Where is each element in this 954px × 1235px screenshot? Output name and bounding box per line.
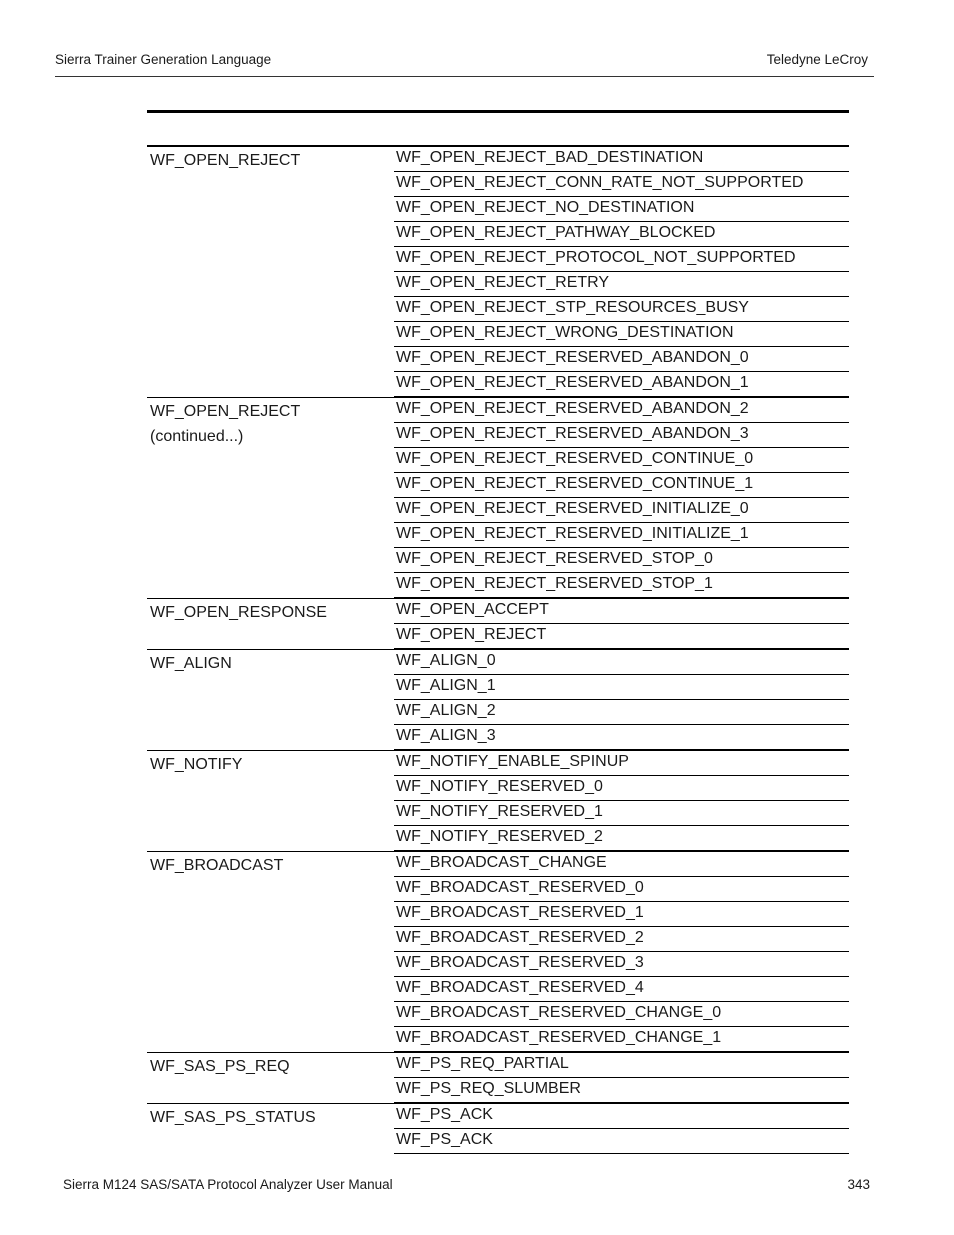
- table-row: WF_BROADCAST_RESERVED_1: [394, 902, 849, 927]
- table-row: WF_ALIGN_2: [394, 700, 849, 725]
- table-row: WF_ALIGN_3: [394, 725, 849, 750]
- group-values: [394, 398, 849, 598]
- table-row: WF_OPEN_REJECT_RESERVED_ABANDON_1: [394, 372, 849, 397]
- group-values: [394, 1053, 849, 1103]
- group-label: WF_BROADCAST: [150, 857, 284, 874]
- table-row: WF_OPEN_REJECT_RETRY: [394, 272, 849, 297]
- group-values: [394, 1104, 849, 1154]
- table-row: WF_OPEN_REJECT_CONN_RATE_NOT_SUPPORTED: [394, 172, 849, 197]
- table-row: WF_OPEN_REJECT_RESERVED_ABANDON_3: [394, 423, 849, 448]
- table-group: [147, 852, 849, 1053]
- primitive-table: [147, 145, 849, 1154]
- table-row: WF_PS_REQ_PARTIAL: [394, 1053, 849, 1078]
- table-row: WF_OPEN_REJECT_RESERVED_STOP_1: [394, 573, 849, 598]
- table-row: WF_NOTIFY_RESERVED_1: [394, 801, 849, 826]
- table-group: [147, 1104, 849, 1154]
- table-row: WF_ALIGN_0: [394, 650, 849, 675]
- table-group: [147, 751, 849, 852]
- table-row: WF_OPEN_REJECT_WRONG_DESTINATION: [394, 322, 849, 347]
- table-row: WF_OPEN_REJECT_RESERVED_STOP_0: [394, 548, 849, 573]
- group-values: [394, 599, 849, 649]
- table-row: WF_OPEN_REJECT_BAD_DESTINATION: [394, 147, 849, 172]
- table-row: WF_BROADCAST_RESERVED_CHANGE_1: [394, 1027, 849, 1052]
- table-row: WF_OPEN_REJECT_RESERVED_CONTINUE_0: [394, 448, 849, 473]
- table-row: WF_OPEN_REJECT_RESERVED_ABANDON_0: [394, 347, 849, 372]
- table-row: WF_ALIGN_1: [394, 675, 849, 700]
- table-group: [147, 1053, 849, 1104]
- group-label: WF_SAS_PS_STATUS: [150, 1109, 316, 1126]
- table-row: WF_PS_ACK: [394, 1104, 849, 1129]
- table-group: [147, 650, 849, 751]
- table-row: WF_PS_REQ_SLUMBER: [394, 1078, 849, 1103]
- group-values: [394, 650, 849, 750]
- table-row: WF_PS_ACK: [394, 1129, 849, 1154]
- group-label: WF_NOTIFY: [150, 756, 243, 773]
- group-label: WF_OPEN_RESPONSE: [150, 604, 327, 621]
- table-row: WF_OPEN_REJECT_NO_DESTINATION: [394, 197, 849, 222]
- table-row: WF_NOTIFY_RESERVED_2: [394, 826, 849, 851]
- table-row: WF_OPEN_REJECT_RESERVED_INITIALIZE_1: [394, 523, 849, 548]
- table-row: WF_NOTIFY_ENABLE_SPINUP: [394, 751, 849, 776]
- table-row: WF_BROADCAST_RESERVED_2: [394, 927, 849, 952]
- group-values: [394, 751, 849, 851]
- table-group: [147, 599, 849, 650]
- table-row: WF_OPEN_ACCEPT: [394, 599, 849, 624]
- table-row: WF_BROADCAST_RESERVED_0: [394, 877, 849, 902]
- table-row: WF_BROADCAST_RESERVED_CHANGE_0: [394, 1002, 849, 1027]
- table-row: WF_OPEN_REJECT_RESERVED_INITIALIZE_0: [394, 498, 849, 523]
- group-label: WF_OPEN_REJECT: [150, 152, 301, 169]
- table-row: WF_OPEN_REJECT: [394, 624, 849, 649]
- page-number: 343: [847, 1177, 870, 1192]
- group-label: WF_SAS_PS_REQ: [150, 1058, 290, 1075]
- table-row: WF_OPEN_REJECT_STP_RESOURCES_BUSY: [394, 297, 849, 322]
- header-company: Teledyne LeCroy: [766, 52, 868, 67]
- group-label: WF_ALIGN: [150, 655, 232, 672]
- table-row: WF_NOTIFY_RESERVED_0: [394, 776, 849, 801]
- header-title: Sierra Trainer Generation Language: [55, 52, 272, 67]
- table-row: WF_OPEN_REJECT_RESERVED_ABANDON_2: [394, 398, 849, 423]
- table-row: WF_OPEN_REJECT_PATHWAY_BLOCKED: [394, 222, 849, 247]
- page-header: [55, 52, 874, 77]
- table-row: WF_BROADCAST_RESERVED_3: [394, 952, 849, 977]
- table-row: WF_BROADCAST_RESERVED_4: [394, 977, 849, 1002]
- group-label: WF_OPEN_REJECT (continued...): [150, 403, 300, 445]
- table-group: [147, 147, 849, 398]
- footer-manual-title: Sierra M124 SAS/SATA Protocol Analyzer User Manual: [63, 1177, 393, 1192]
- table-row: WF_OPEN_REJECT_RESERVED_CONTINUE_1: [394, 473, 849, 498]
- table-row: WF_BROADCAST_CHANGE: [394, 852, 849, 877]
- table-top-rule: [147, 110, 849, 113]
- group-values: [394, 147, 849, 397]
- group-values: [394, 852, 849, 1052]
- table-row: WF_OPEN_REJECT_PROTOCOL_NOT_SUPPORTED: [394, 247, 849, 272]
- table-group: [147, 398, 849, 599]
